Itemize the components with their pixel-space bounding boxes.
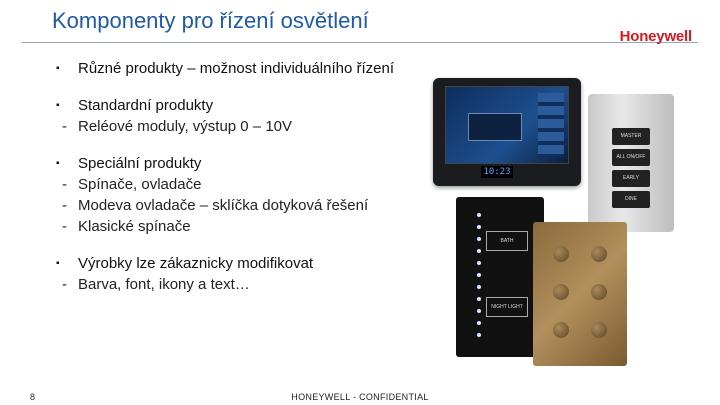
sub-bullet-item xyxy=(56,195,436,216)
led-dot xyxy=(477,213,481,217)
led-dot xyxy=(477,225,481,229)
sub-bullet-text: Klasické spínače xyxy=(78,218,191,235)
bullet-item xyxy=(56,58,436,79)
sub-bullet-item xyxy=(56,174,436,195)
led-dot xyxy=(477,333,481,337)
led-dot xyxy=(477,237,481,241)
sub-bullet-marker: - xyxy=(62,176,67,193)
keypad-knob xyxy=(553,246,569,262)
sub-bullet-item xyxy=(56,216,436,237)
bullet-list xyxy=(56,58,436,295)
bullet-item xyxy=(56,253,436,274)
bullet-marker: ▪ xyxy=(56,63,60,74)
touch-panel-menu xyxy=(538,93,564,157)
sub-bullet-text: Modeva ovladače – sklíčka dotyková řešení xyxy=(78,197,369,214)
keypad-button: DINE xyxy=(612,191,650,208)
keypad-knob xyxy=(553,284,569,300)
glass-panel-image xyxy=(456,197,544,357)
led-dot xyxy=(477,249,481,253)
led-dot xyxy=(477,273,481,277)
led-dot xyxy=(477,297,481,301)
glass-panel-label: BATH xyxy=(486,231,528,251)
page-number: 8 xyxy=(30,392,36,402)
confidential-footer: HONEYWELL - CONFIDENTIAL xyxy=(291,392,429,402)
bullet-item xyxy=(56,95,436,116)
honeywell-logo: Honeywell xyxy=(619,28,692,45)
bullet-marker: ▪ xyxy=(56,100,60,111)
led-dot xyxy=(477,321,481,325)
glass-panel-label: NIGHT LIGHT xyxy=(486,297,528,317)
keypad-knob xyxy=(591,284,607,300)
led-dot xyxy=(477,261,481,265)
touch-panel-screen xyxy=(445,86,569,164)
bullet-text: Výrobky lze zákaznicky modifikovat xyxy=(78,255,314,272)
slide-title: Komponenty pro řízení osvětlení xyxy=(52,8,369,33)
touch-panel-clock: 10:23 xyxy=(481,166,513,178)
keypad-button: MASTER xyxy=(612,128,650,145)
sub-bullet-marker: - xyxy=(62,118,67,135)
bullet-item xyxy=(56,153,436,174)
bullet-text: Různé produkty – možnost individuálního řízení xyxy=(78,60,395,77)
sub-bullet-marker: - xyxy=(62,276,67,293)
bullet-text: Standardní produkty xyxy=(78,97,214,114)
touch-panel-logo xyxy=(468,113,522,141)
title-divider xyxy=(22,42,698,43)
sub-bullet-text: Reléové moduly, výstup 0 – 10V xyxy=(78,118,293,135)
bullet-text: Speciální produkty xyxy=(78,155,202,172)
sub-bullet-text: Barva, font, ikony a text… xyxy=(78,276,250,293)
led-dot xyxy=(477,285,481,289)
touch-panel-image xyxy=(433,78,581,186)
sub-bullet-marker: - xyxy=(62,197,67,214)
bullet-marker: ▪ xyxy=(56,158,60,169)
keypad-knob xyxy=(591,322,607,338)
led-dot xyxy=(477,309,481,313)
sub-bullet-marker: - xyxy=(62,218,67,235)
keypad-button: ALL ON/OFF xyxy=(612,149,650,166)
keypad-knob xyxy=(591,246,607,262)
sub-bullet-text: Spínače, ovladače xyxy=(78,176,202,193)
keypad-knob xyxy=(553,322,569,338)
bronze-keypad-image xyxy=(533,222,627,366)
keypad-button: EARLY xyxy=(612,170,650,187)
bullet-marker: ▪ xyxy=(56,258,60,269)
sub-bullet-item xyxy=(56,116,436,137)
silver-keypad-image xyxy=(588,94,674,232)
sub-bullet-item xyxy=(56,274,436,295)
